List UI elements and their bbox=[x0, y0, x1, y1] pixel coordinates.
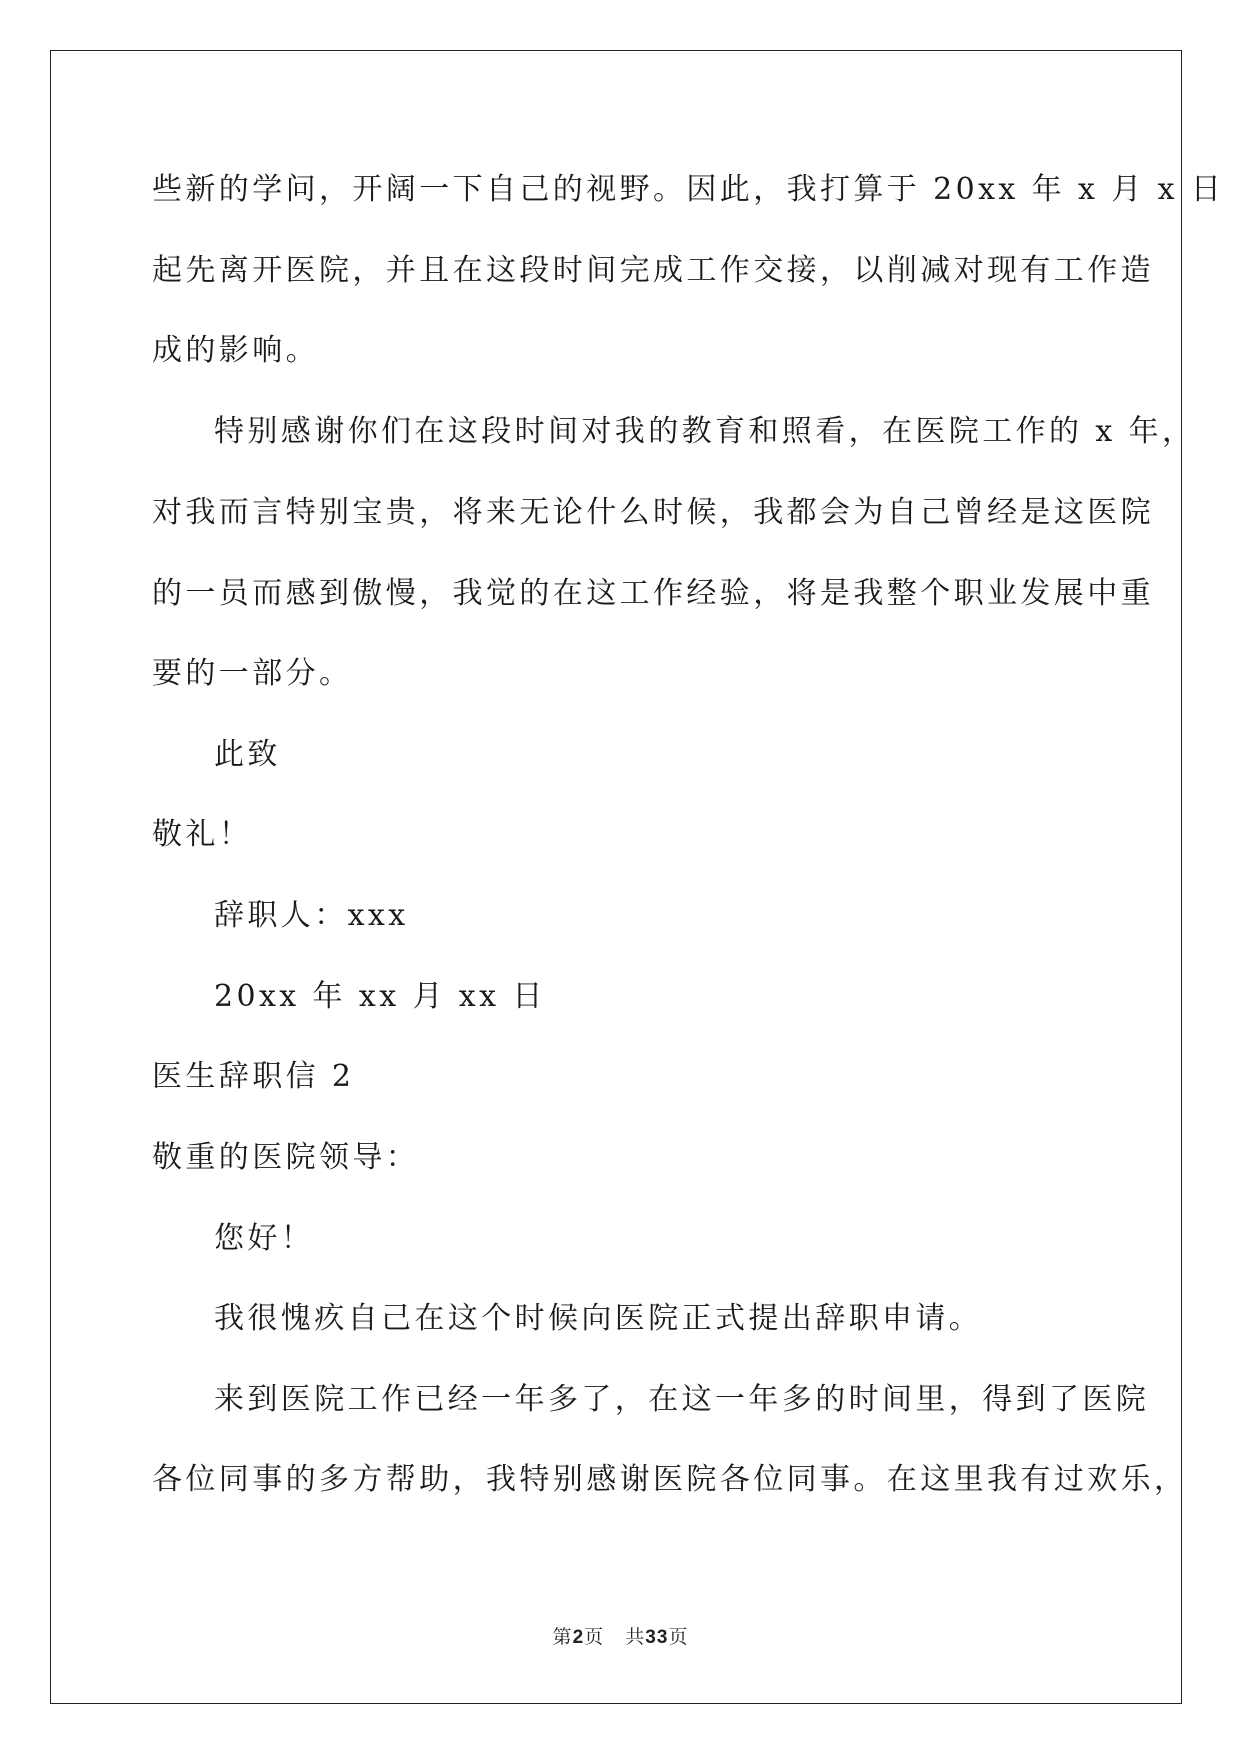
text-line: 来到医院工作已经一年多了，在这一年多的时间里，得到了医院 bbox=[214, 1382, 1150, 1417]
text-line: 各位同事的多方帮助，我特别感谢医院各位同事。在这里我有过欢乐， bbox=[152, 1462, 1188, 1497]
closing-salutation: 此致 bbox=[214, 737, 281, 772]
date-line: 20xx 年 xx 月 xx 日 bbox=[214, 979, 546, 1014]
page-unit: 页 bbox=[584, 1626, 605, 1648]
total-unit: 页 bbox=[668, 1626, 689, 1648]
page-prefix: 第 bbox=[552, 1626, 573, 1648]
page-border bbox=[50, 50, 1182, 1704]
text-line: 成的影响。 bbox=[152, 333, 319, 368]
text-line: 的一员而感到傲慢，我觉的在这工作经验，将是我整个职业发展中重 bbox=[152, 576, 1154, 611]
text-line: 要的一部分。 bbox=[152, 656, 353, 691]
text-line: 起先离开医院，并且在这段时间完成工作交接，以削减对现有工作造 bbox=[152, 253, 1154, 288]
text-line: 我很愧疚自己在这个时候向医院正式提出辞职申请。 bbox=[214, 1301, 983, 1336]
total-prefix: 共 bbox=[625, 1626, 646, 1648]
text-line: 些新的学问，开阔一下自己的视野。因此，我打算于 20xx 年 x 月 x 日 bbox=[152, 172, 1225, 207]
total-pages: 33 bbox=[645, 1627, 669, 1648]
text-line: 对我而言特别宝贵，将来无论什么时候，我都会为自己曾经是这医院 bbox=[152, 495, 1154, 530]
addressee: 敬重的医院领导： bbox=[152, 1140, 420, 1175]
section-title: 医生辞职信 2 bbox=[152, 1059, 355, 1094]
text-line: 特别感谢你们在这段时间对我的教育和照看，在医院工作的 x 年， bbox=[214, 414, 1196, 449]
page-number: 2 bbox=[572, 1627, 585, 1648]
signature-line: 辞职人：xxx bbox=[214, 898, 409, 933]
closing-regards: 敬礼！ bbox=[152, 817, 253, 852]
greeting: 您好！ bbox=[214, 1221, 315, 1256]
page-footer bbox=[0, 1624, 1241, 1651]
